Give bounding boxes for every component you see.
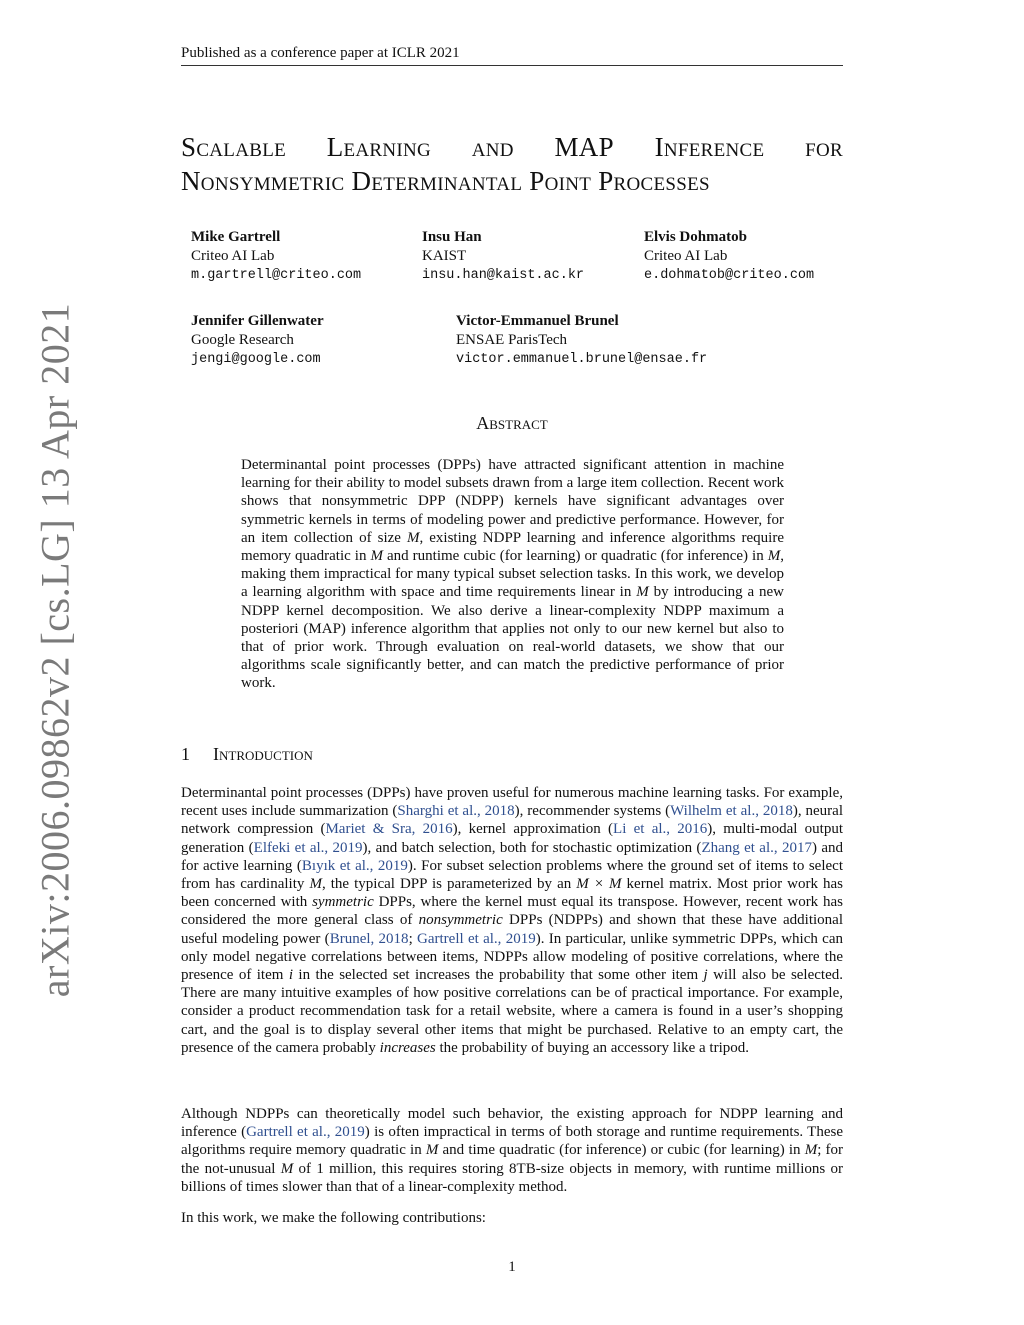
text: will also be selected. There are many intuitive examples of how positive correlations can be of practical importance. For example, consider a product recommendation task for a retail website, where a camera is found in a user’s shopping cart, and the goal is to display several other items that might be purchased. Relative to an empty cart, the presence of the camera probably	[181, 967, 843, 1056]
author-email[interactable]: jengi@google.com	[191, 352, 321, 367]
text: ;	[408, 930, 418, 947]
title-word: Inference	[654, 132, 765, 162]
abstract-heading: Abstract	[476, 413, 548, 433]
author-email[interactable]: insu.han@kaist.ac.kr	[422, 268, 585, 283]
section-title: Introduction	[213, 744, 313, 764]
emphasis: increases	[379, 1039, 436, 1056]
text: , the typical DPP is parameterized by an	[321, 876, 577, 893]
running-header: Published as a conference paper at ICLR 2021	[181, 44, 843, 66]
citation-link[interactable]: Gartrell et al., 2019	[246, 1124, 365, 1141]
paper-title	[181, 130, 843, 198]
title-word: MAP	[554, 132, 614, 162]
text: ) and for active learning (	[181, 839, 843, 874]
text: ), kernel approximation (	[452, 821, 614, 838]
abstract-body	[241, 456, 784, 693]
math-symbol: M	[406, 529, 420, 546]
text: DPPs (NDPPs) and shown that these have additional useful modeling power (	[181, 912, 843, 947]
title-word: Learning	[326, 132, 432, 162]
author-name: Jennifer Gillenwater	[191, 313, 324, 329]
emphasis: symmetric	[312, 894, 374, 911]
author-block	[191, 312, 324, 369]
text: ) is often impractical in terms of both storage and runtime requirements. These algorithms require memory quadratic in	[181, 1124, 843, 1159]
text: DPPs, where the kernel must equal its transpose. However, recent work has considered the more general class of	[181, 894, 844, 929]
text: of 1 million, this requires storing 8TB-size objects in memory, with runtime millions or billions of times slower than that of a linear-complexity method.	[181, 1160, 843, 1195]
citation-link[interactable]: Li et al., 2016	[613, 821, 708, 838]
citation-link[interactable]: Wilhelm et al., 2018	[670, 803, 793, 820]
paragraph	[181, 1105, 843, 1196]
abstract-text: , making them impractical for many typical subset selection tasks. In this work, we develop a learning algorithm with space and time requirements linear in	[241, 548, 784, 601]
author-affiliation: Google Research	[191, 332, 294, 348]
author-name: Elvis Dohmatob	[644, 229, 747, 245]
title-word: and	[471, 132, 514, 162]
math-symbol: M	[636, 584, 649, 601]
author-block	[191, 228, 361, 285]
author-block	[456, 312, 707, 369]
abstract-text: and runtime cubic (for learning) or quadratic (for inference) in	[382, 548, 768, 565]
abstract-text: , existing NDPP learning and inference algorithms require memory quadratic in	[241, 529, 784, 565]
title-line-2: Nonsymmetric Determinantal Point Processes	[181, 166, 710, 196]
author-affiliation: KAIST	[422, 248, 467, 264]
author-email[interactable]: m.gartrell@criteo.com	[191, 268, 362, 283]
title-word: for	[805, 132, 843, 162]
emphasis: nonsymmetric	[418, 912, 503, 929]
text: ), neural network compression (	[181, 803, 843, 838]
author-affiliation: Criteo AI Lab	[191, 248, 275, 264]
math-symbol: M	[309, 876, 322, 893]
arxiv-sidebar	[32, 302, 78, 998]
page-number: 1	[508, 1259, 516, 1275]
citation-link[interactable]: Elfeki et al., 2019	[253, 839, 363, 856]
abstract-text: Determinantal point processes (DPPs) have attracted significant attention in machine learning for their ability to model subsets drawn from a large item collection. Recent work shows that nonsymmetric DPP (NDPP) kernels have significant advantages over symmetric kernels in terms of modeling power and predictive performance. However, for an item collection of size	[241, 457, 784, 546]
abstract-text: by introducing a new NDPP kernel decomposition. We also derive a linear-complexity NDPP maximum a posteriori (MAP) inference algorithm that applies not only to our new kernel but also to that of prior work. Through evaluation on real-world datasets, we show that our algorithms scale significantly better, and can match the predictive performance of prior work.	[241, 584, 784, 692]
text: ), and batch selection, both for stochastic optimization (	[362, 839, 702, 856]
math-symbol: M × M	[576, 876, 622, 893]
math-symbol: i	[288, 967, 293, 984]
math-symbol: M	[370, 548, 383, 565]
math-symbol: j	[703, 967, 708, 984]
text: the probability of buying an accessory like a tripod.	[435, 1039, 750, 1056]
math-symbol: M	[425, 1142, 439, 1159]
text: and time quadratic (for inference) or cubic (for learning) in	[438, 1142, 805, 1159]
math-symbol: M	[804, 1142, 818, 1159]
text: ; for the not-unusual	[181, 1142, 843, 1177]
text: ), recommender systems (	[514, 803, 671, 820]
section-number: 1	[181, 744, 190, 764]
author-block	[644, 228, 814, 285]
title-line-1	[181, 130, 843, 164]
paragraph: In this work, we make the following contributions:	[181, 1210, 486, 1226]
citation-link[interactable]: Sharghi et al., 2018	[397, 803, 515, 820]
author-affiliation: Criteo AI Lab	[644, 248, 728, 264]
arxiv-identifier: arXiv:2006.09862v2 [cs.LG] 13 Apr 2021	[32, 302, 78, 998]
text: Although NDPPs can theoretically model such behavior, the existing approach for NDPP learning and inference (	[181, 1106, 843, 1141]
paragraph	[181, 784, 843, 1057]
citation-link[interactable]: Bıyık et al., 2019	[301, 857, 408, 874]
citation-link[interactable]: Mariet & Sra, 2016	[325, 821, 453, 838]
author-email[interactable]: victor.emmanuel.brunel@ensae.fr	[456, 352, 708, 367]
text: Determinantal point processes (DPPs) have proven useful for numerous machine learning tasks. For example, recent uses include summarization (	[181, 785, 843, 820]
author-name: Mike Gartrell	[191, 229, 281, 245]
citation-link[interactable]: Brunel, 2018	[329, 930, 409, 947]
citation-link[interactable]: Zhang et al., 2017	[701, 839, 812, 856]
section-heading	[181, 744, 313, 765]
text: in the selected set increases the probability that some other item	[293, 967, 704, 984]
author-affiliation: ENSAE ParisTech	[456, 332, 568, 348]
author-name: Victor-Emmanuel Brunel	[456, 313, 619, 329]
text: ). For subset selection problems where the ground set of items to select from has cardinality	[181, 857, 843, 893]
text: ). In particular, unlike symmetric DPPs, which can only model negative correlations between items, NDPPs allow modeling of positive correlations, where the presence of item	[181, 930, 843, 984]
text: kernel matrix. Most prior work has been concerned with	[181, 876, 843, 911]
author-block	[422, 228, 584, 285]
author-name: Insu Han	[422, 229, 482, 245]
text: ), multi-modal output generation (	[181, 821, 843, 856]
author-email[interactable]: e.dohmatob@criteo.com	[644, 268, 815, 283]
citation-link[interactable]: Gartrell et al., 2019	[417, 930, 536, 947]
math-symbol: M	[767, 548, 781, 565]
math-symbol: M	[280, 1160, 294, 1177]
title-word: Scalable	[181, 132, 287, 162]
